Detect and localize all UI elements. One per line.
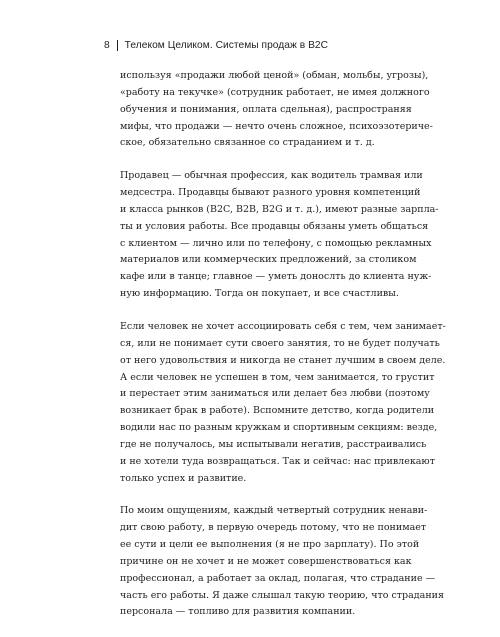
text-line: возникает брак в работе). Вспомните детство, когда родители xyxy=(120,405,435,417)
text-line: используя «продажи любой ценой» (обман, мольбы, угрозы), xyxy=(120,70,429,81)
text-line: По моим ощущениям, каждый четвертый сотрудник ненави- xyxy=(120,505,428,517)
text-line: Если человек не хочет ассоциировать себя с тем, чем занимает- xyxy=(120,320,446,332)
text-line: ся, или не понимает сути своего занятия, то не будет получать xyxy=(120,337,440,349)
text-line: и перестает этим заниматься или делает без любви (поэтому xyxy=(120,388,430,400)
text-line: дит свою работу, в первую очередь потому, что не понимает xyxy=(120,522,427,534)
paragraph xyxy=(120,168,439,303)
text-line: кафе или в танце; главное — уметь донослть до клиента нуж- xyxy=(120,271,432,283)
text-line: персонала — топливо для развития компании. xyxy=(120,606,356,618)
text-line: обучения и понимания, оплата сдельная), распространяя xyxy=(120,103,412,115)
text-line: с клиентом — лично или по телефону, с помощью рекламных xyxy=(120,237,432,249)
text-line: только успех и развитие. xyxy=(120,472,247,484)
paragraph xyxy=(120,503,444,621)
text-line: водили нас по разным кружкам и спортивным секциям: везде, xyxy=(120,422,438,434)
header-separator xyxy=(117,40,118,51)
text-line: от него удовольствия и никогда не станет лучшим в своем деле. xyxy=(120,354,446,366)
text-line: часть его работы. Я даже слышал такую теорию, что страдания xyxy=(120,589,444,601)
paragraph xyxy=(120,68,433,152)
text-line: Продавец — обычная профессия, как водитель трамвая или xyxy=(120,170,423,182)
paragraph xyxy=(120,319,446,487)
text-line: ское, обязательно связанное со страданием и т. д. xyxy=(120,137,375,149)
text-line: и не хотели туда возвращаться. Так и сейчас: нас привлекают xyxy=(120,455,435,467)
text-line: и класса рынков (B2C, B2B, B2G и т. д.), имеют разные зарпла- xyxy=(120,203,439,215)
text-line: А если человек не успешен в том, чем занимается, то грустит xyxy=(120,371,435,383)
page-number: 8 xyxy=(104,39,110,51)
text-line: медсестра. Продавцы бывают разного уровня компетенций xyxy=(120,187,421,199)
text-line: профессионал, а работает за оклад, полагая, что страдание — xyxy=(120,572,436,584)
text-line: причине он не хочет и не может совершенствоваться как xyxy=(120,555,412,567)
text-line: «работу на текучке» (сотрудник работает, не имея должного xyxy=(120,86,430,98)
text-line: мифы, что продажи — нечто очень сложное, психоэзотериче- xyxy=(120,120,433,132)
text-line: ную информацию. Тогда он покупает, и все счастливы. xyxy=(120,288,399,300)
body-text xyxy=(120,68,446,637)
text-line: где не получалось, мы испытывали негатив, расстраивались xyxy=(120,438,427,450)
running-head xyxy=(104,37,328,53)
text-line: ты и условия работы. Все продавцы обязаны уметь общаться xyxy=(120,220,429,232)
text-line: материалов или коммерческих предложений, за столиком xyxy=(120,254,417,266)
text-line: ее сути и цели ее выполнения (я не про зарплату). По этой xyxy=(120,539,420,551)
book-title: Телеком Целиком. Системы продаж в B2C xyxy=(124,39,329,51)
